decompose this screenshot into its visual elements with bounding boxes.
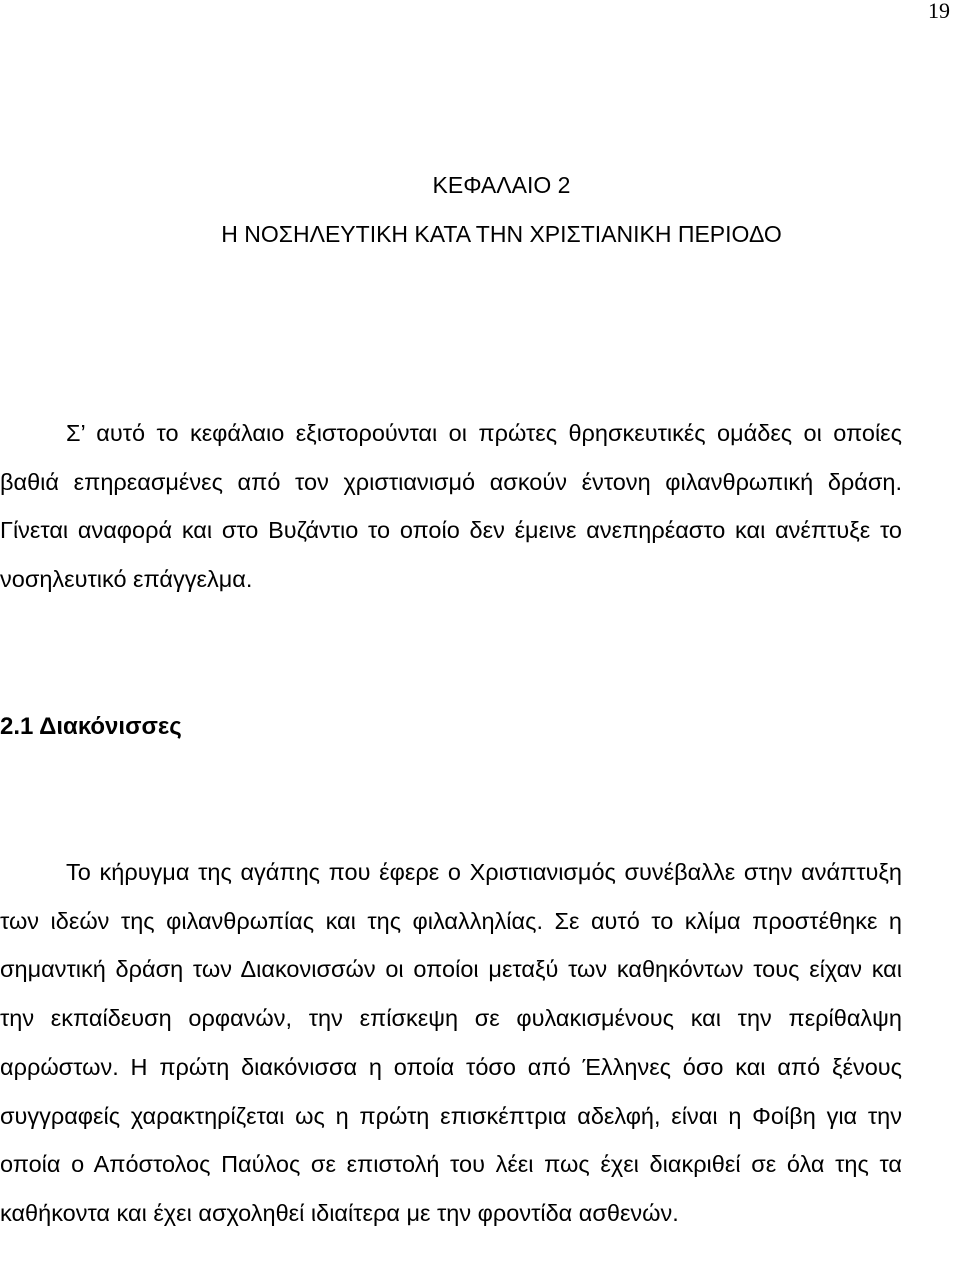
section-heading: 2.1 Διακόνισσες (0, 713, 182, 740)
page-number: 19 (928, 0, 950, 23)
intro-paragraph: Σ’ αυτό το κεφάλαιο εξιστορούνται οι πρώτες θρησκευτικές ομάδες οι οποίες βαθιά επηρεασμένες από τον χριστιανισμό ασκούν έντονη φιλανθρωπική δράση. Γίνεται αναφορά και στο Βυζάντιο το οποίο δεν έμεινε ανεπηρέαστο και ανέπτυξε το νοσηλευτικό επάγγελμα. (0, 420, 902, 593)
chapter-label: ΚΕΦΑΛΑΙΟ 2 (432, 172, 571, 198)
section-paragraph: Το κήρυγμα της αγάπης που έφερε ο Χριστιανισμός συνέβαλλε στην ανάπτυξη των ιδεών της φιλανθρωπίας και της φιλαλληλίας. Σε αυτό το κλίμα προστέθηκε η σημαντική δράση των Διακονισσών οι οποίοι μεταξύ των καθηκόντων τους είχαν και την εκπαίδευση ορφανών, την επίσκεψη σε φυλακισμένους και την περίθαλψη αρρώστων. Η πρώτη διακόνισσα η οποία τόσο από Έλληνες όσο και από ξένους συγγραφείς χαρακτηρίζεται ως η πρώτη επισκέπτρια αδελφή, είναι η Φοίβη για την οποία ο Απόστολος Παύλος σε επιστολή του λέει πως έχει διακριθεί σε όλα της τα καθήκοντα και έχει ασχοληθεί ιδιαίτερα με την φροντίδα ασθενών. (0, 859, 902, 1226)
chapter-title: Η ΝΟΣΗΛΕΥΤΙΚΗ ΚΑΤΑ ΤΗΝ ΧΡΙΣΤΙΑΝΙΚΗ ΠΕΡΙΟΔΟ (221, 221, 782, 247)
